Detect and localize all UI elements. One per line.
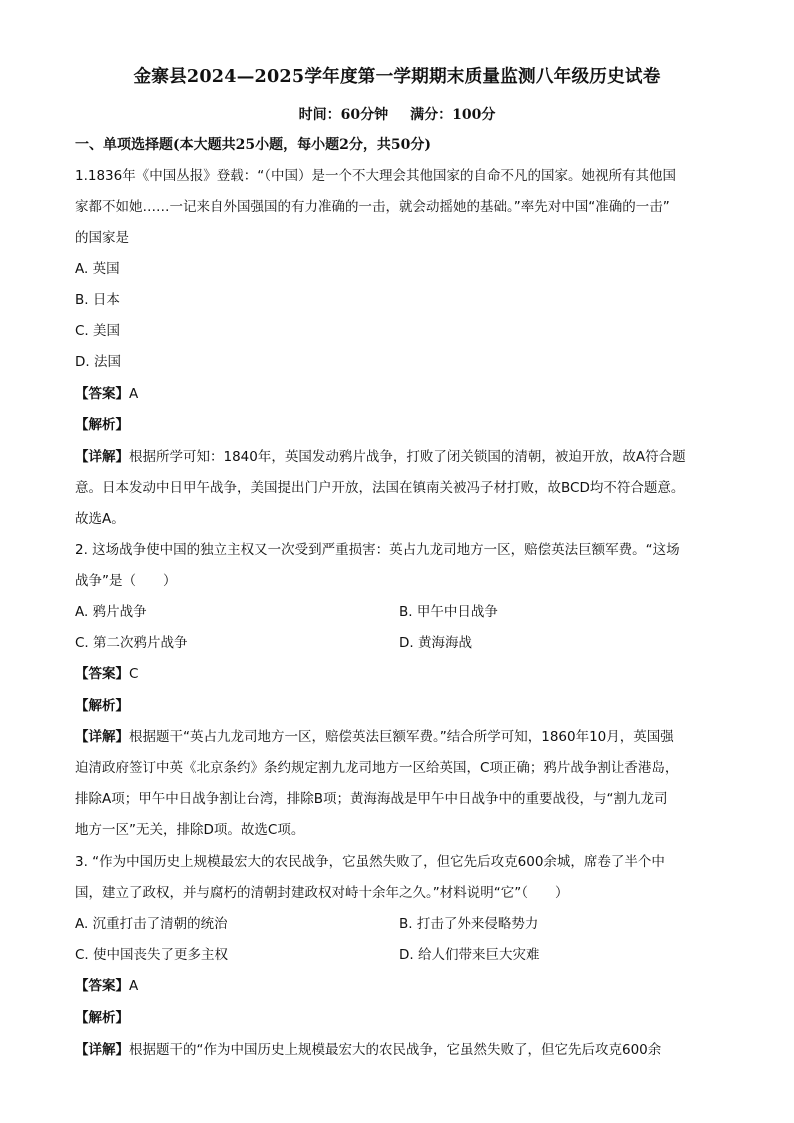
q1-stem-line: 的国家是 [75, 230, 129, 246]
q1-detail-line [75, 447, 686, 467]
q2-detail-line: 排除A项；甲午中日战争割让台湾，排除B项；黄海海战是甲午中日战争中的重要战役，与“割九龙司 [75, 791, 668, 807]
exam-title: 金寨县2024—2025学年度第一学期期末质量监测八年级历史试卷 [133, 66, 661, 87]
answer-value: A [129, 386, 139, 402]
answer-value: C [129, 666, 139, 682]
q1-answer [75, 384, 138, 404]
q1-option-d: D. 法国 [75, 354, 121, 370]
q2-option-b: B. 甲午中日战争 [399, 604, 498, 620]
q2-stem-line: 战争”是（ ） [75, 573, 177, 589]
q3-option-c: C. 使中国丧失了更多主权 [75, 947, 229, 963]
q2-detail-line: 地方一区”无关，排除D项。故选C项。 [75, 822, 305, 838]
q1-analysis-label: 【解析】 [75, 417, 129, 433]
q1-stem-line: 1.1836年《中国丛报》登载：“（中国）是一个不大理会其他国家的自命不凡的国家。她视所有其他国 [75, 168, 676, 184]
exam-meta [0, 104, 794, 124]
answer-value: A [129, 978, 139, 994]
q3-answer [75, 976, 138, 996]
q2-stem-line: 2. 这场战争使中国的独立主权又一次受到严重损害：英占九龙司地方一区，赔偿英法巨额军费。“这场 [75, 542, 680, 558]
exam-time: 时间：60分钟 [298, 107, 389, 123]
q2-answer [75, 664, 138, 684]
q3-detail-line [75, 1040, 661, 1060]
detail-text: 根据题干“英占九龙司地方一区，赔偿英法巨额军费。”结合所学可知，1860年10月，英国强 [129, 729, 674, 745]
detail-label: 【详解】 [75, 449, 129, 465]
q3-stem-line: 3. “作为中国历史上规模最宏大的农民战争，它虽然失败了，但它先后攻克600余城，席卷了半个中 [75, 854, 665, 870]
detail-label: 【详解】 [75, 729, 129, 745]
q2-detail-line [75, 727, 674, 747]
q2-option-d: D. 黄海海战 [399, 635, 472, 651]
q3-option-d: D. 给人们带来巨大灾难 [399, 947, 540, 963]
answer-label: 【答案】 [75, 386, 129, 402]
q1-option-a: A. 英国 [75, 261, 120, 277]
q1-option-c: C. 美国 [75, 323, 121, 339]
q1-stem-line: 家都不如她……一记来自外国强国的有力准确的一击，就会动摇她的基础。”率先对中国“准确的一击” [75, 199, 670, 215]
detail-text: 根据题干的“作为中国历史上规模最宏大的农民战争，它虽然失败了，但它先后攻克600余 [129, 1042, 662, 1058]
q1-detail-line: 故选A。 [75, 511, 125, 527]
q3-analysis-label: 【解析】 [75, 1010, 129, 1026]
detail-label: 【详解】 [75, 1042, 129, 1058]
detail-text: 根据所学可知：1840年，英国发动鸦片战争，打败了闭关锁国的清朝，被迫开放，故A符合题 [129, 449, 686, 465]
answer-label: 【答案】 [75, 978, 129, 994]
q2-analysis-label: 【解析】 [75, 698, 129, 714]
q1-detail-line: 意。日本发动中日甲午战争，美国提出门户开放，法国在镇南关被冯子材打败，故BCD均不符合题意。 [75, 480, 685, 496]
q2-option-a: A. 鸦片战争 [75, 604, 147, 620]
answer-label: 【答案】 [75, 666, 129, 682]
q3-stem-line: 国，建立了政权，并与腐朽的清朝封建政权对峙十余年之久。”材料说明“它”（ ） [75, 885, 569, 901]
section-heading: 一、单项选择题(本大题共25小题，每小题2分，共50分) [75, 137, 431, 153]
q3-option-b: B. 打击了外来侵略势力 [399, 916, 539, 932]
q3-option-a: A. 沉重打击了清朝的统治 [75, 916, 228, 932]
exam-score: 满分：100分 [410, 107, 496, 123]
q2-option-c: C. 第二次鸦片战争 [75, 635, 188, 651]
q2-detail-line: 迫清政府签订中英《北京条约》条约规定割九龙司地方一区给英国，C项正确；鸦片战争割让香港岛， [75, 760, 679, 776]
q1-option-b: B. 日本 [75, 292, 120, 308]
